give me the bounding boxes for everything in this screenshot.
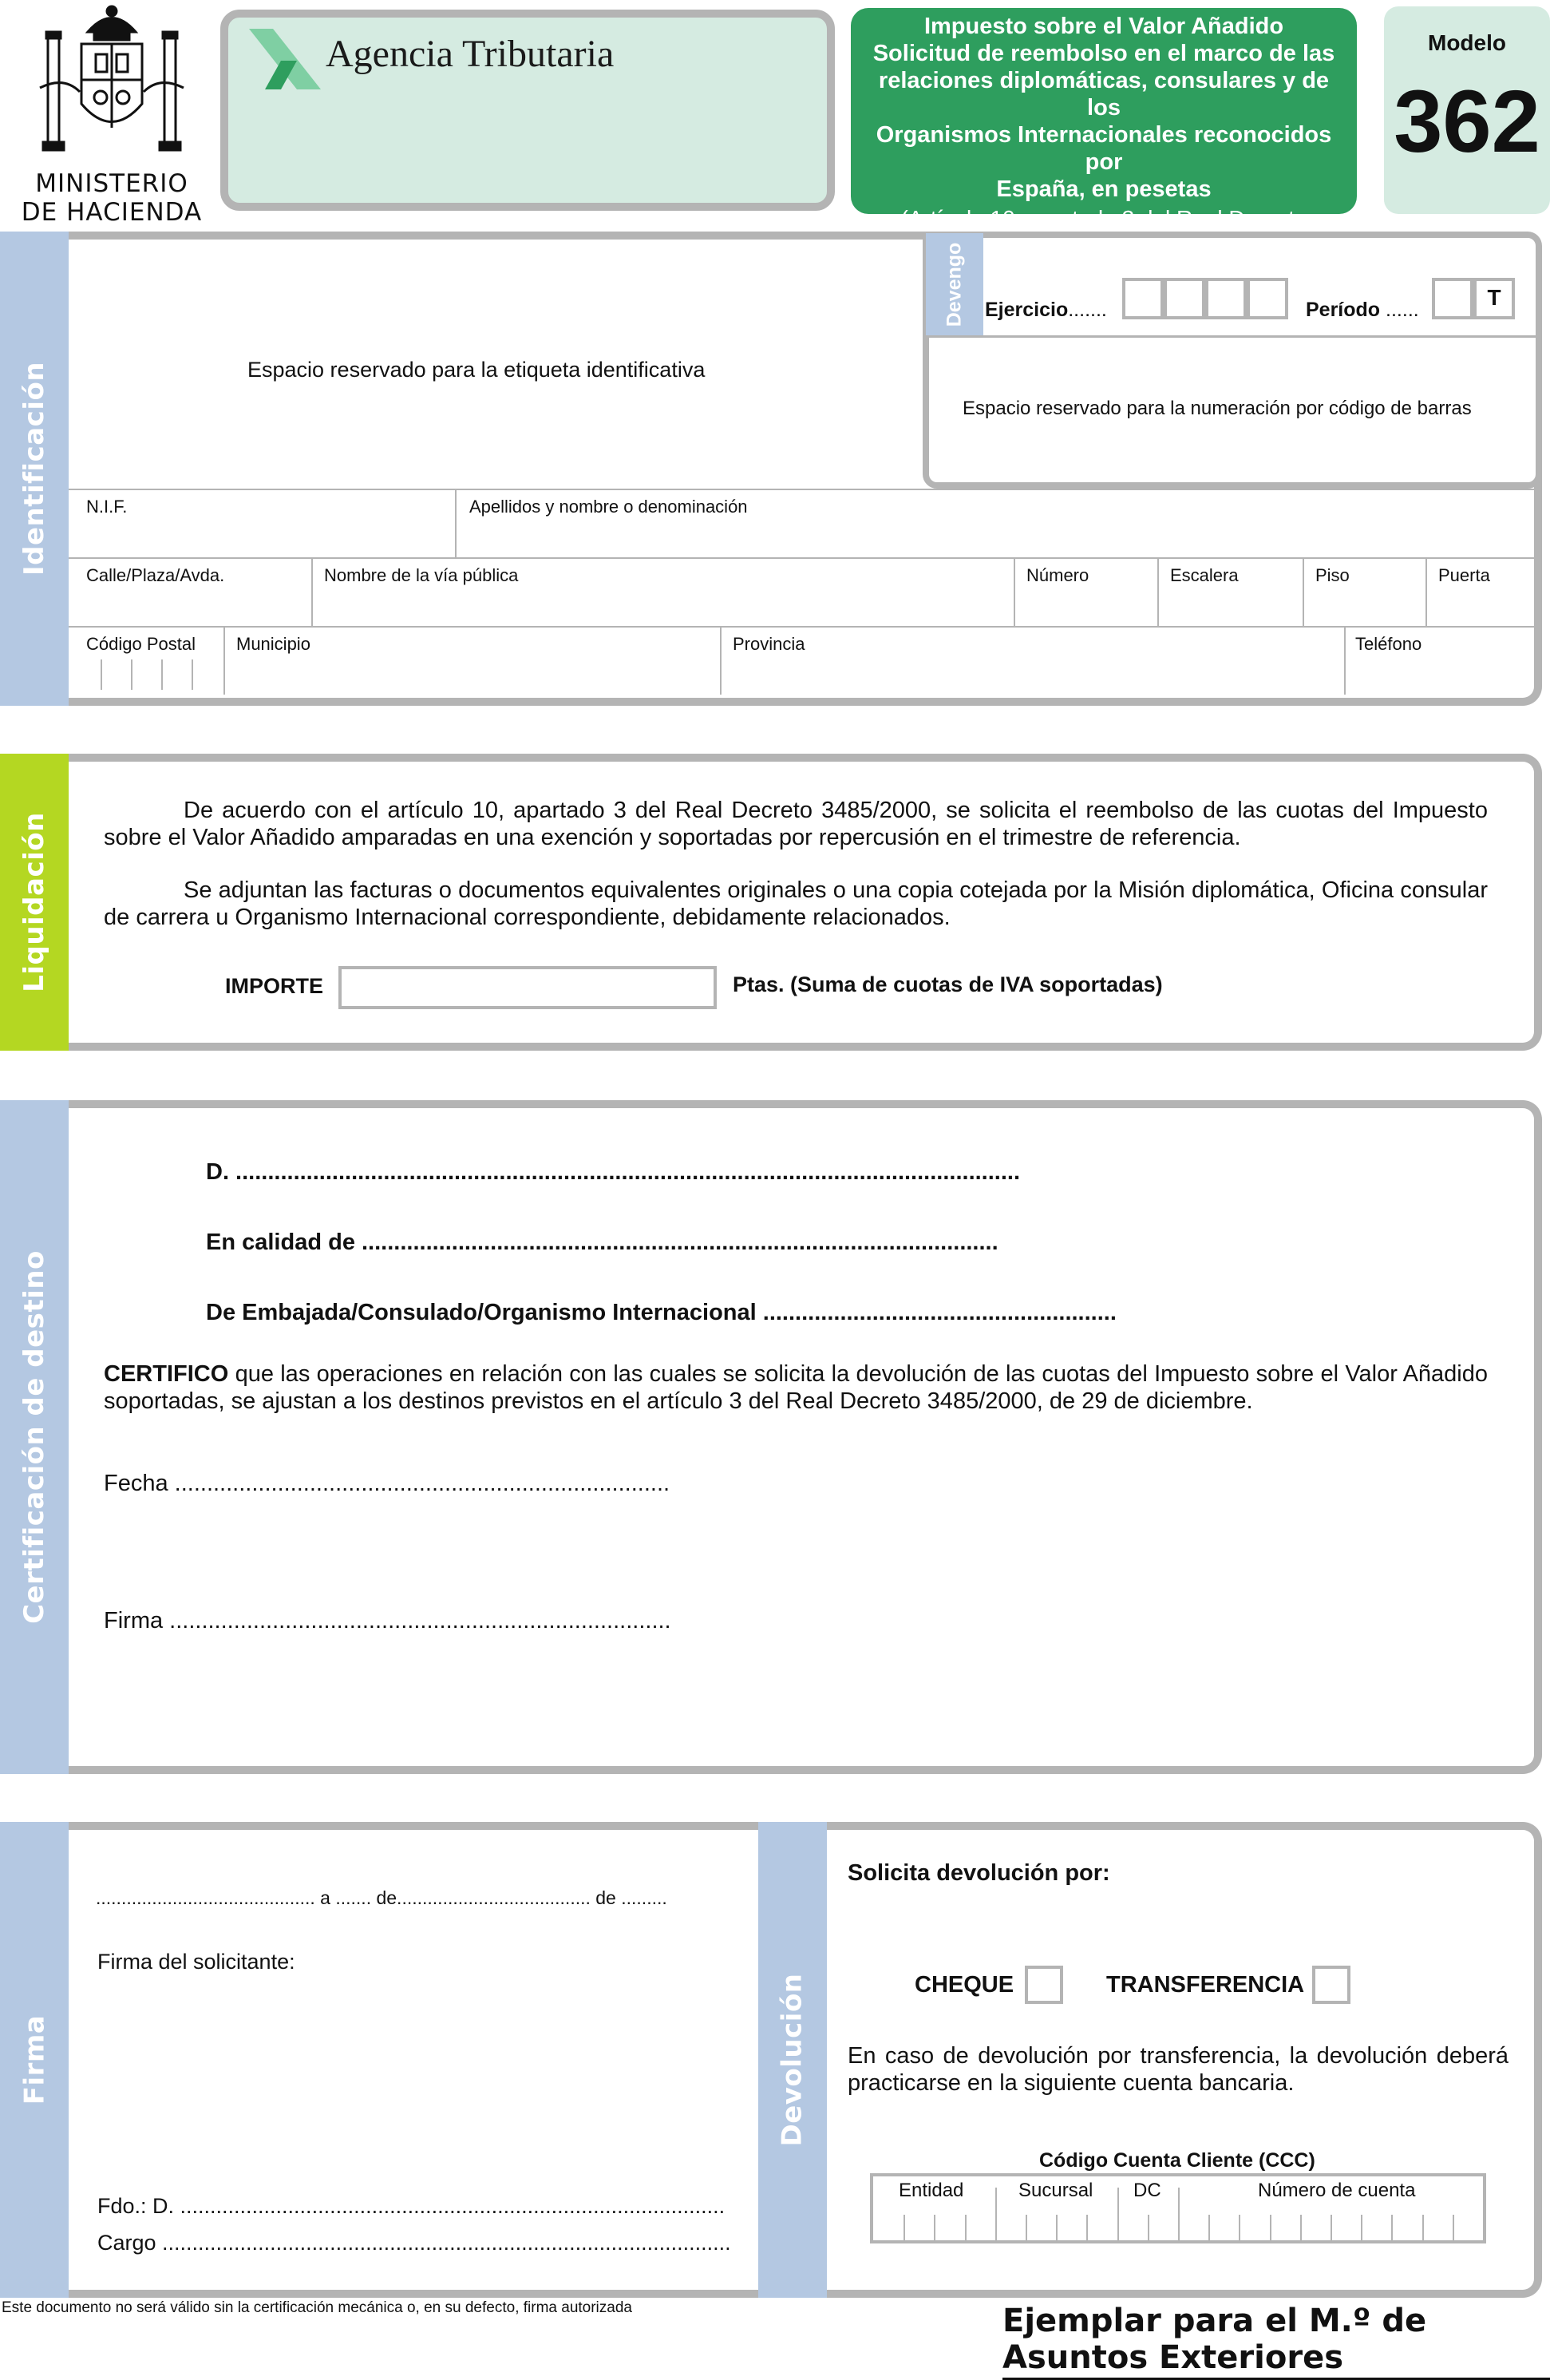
numero-label: Número bbox=[1026, 565, 1089, 585]
identificacion-side-label: Identificación bbox=[18, 361, 51, 576]
cert-embajada-line[interactable]: De Embajada/Consulado/Organismo Internacional ....................................................... bbox=[206, 1300, 1117, 1325]
ccc-tick bbox=[904, 2215, 905, 2243]
transferencia-checkbox[interactable] bbox=[1312, 1966, 1350, 2004]
devolucion-texto: En caso de devolución por transferencia, la devolución deberá practicarse en la siguiente cuenta bancaria. bbox=[848, 2043, 1508, 2096]
locality-field[interactable] bbox=[80, 659, 1532, 691]
lugar-fecha-line[interactable]: ........................................... a ....... de...................................... de ......... bbox=[96, 1887, 667, 1908]
firma-sidebar bbox=[0, 1822, 69, 2298]
certificacion-section bbox=[69, 1100, 1542, 1774]
divider bbox=[69, 557, 1534, 559]
certifico-paragraph bbox=[104, 1360, 1488, 1415]
calle-label: Calle/Plaza/Avda. bbox=[86, 565, 225, 585]
firma-solicitante-area[interactable] bbox=[96, 2012, 734, 2188]
ccc-tick bbox=[1331, 2215, 1332, 2243]
ccc-tick bbox=[934, 2215, 935, 2243]
footer-note: Este documento no será válido sin la certificación mecánica o, en su defecto, firma autorizada bbox=[2, 2299, 632, 2316]
firma-side-label: Firma bbox=[18, 2014, 50, 2105]
liquidacion-side-label: Liquidación bbox=[18, 812, 51, 992]
ccc-tick bbox=[1239, 2215, 1240, 2243]
ccc-tick bbox=[1086, 2215, 1088, 2243]
cp-label: Código Postal bbox=[86, 634, 196, 654]
provincia-label: Provincia bbox=[733, 634, 805, 654]
etiqueta-placeholder: Espacio reservado para la etiqueta identificativa bbox=[247, 358, 706, 382]
sucursal-label: Sucursal bbox=[1018, 2180, 1093, 2201]
certificacion-sidebar bbox=[0, 1100, 69, 1774]
certifico-bold: CERTIFICO bbox=[104, 1361, 229, 1387]
cheque-checkbox[interactable] bbox=[1025, 1966, 1063, 2004]
cert-firma-line[interactable]: Firma .............................................................................. bbox=[104, 1608, 671, 1634]
nombre-via-label: Nombre de la vía pública bbox=[324, 565, 519, 585]
ccc-tick bbox=[1391, 2215, 1393, 2243]
ccc-tick bbox=[1270, 2215, 1271, 2243]
title-line: Organismos Internacionales reconocidos por bbox=[876, 122, 1332, 175]
ejemplar-label: Ejemplar para el M.º de Asuntos Exteriores bbox=[1002, 2303, 1550, 2380]
puerta-label: Puerta bbox=[1438, 565, 1490, 585]
title-line: Solicitud de reembolso en el marco de las bbox=[872, 41, 1335, 66]
agencia-name: Agencia Tributaria bbox=[326, 33, 615, 75]
nif-field[interactable] bbox=[80, 521, 447, 552]
firma-solicitante-label: Firma del solicitante: bbox=[97, 1950, 295, 1974]
ccc-tick bbox=[1056, 2215, 1058, 2243]
devolucion-sidebar bbox=[758, 1822, 827, 2298]
ministerio-logo bbox=[16, 0, 208, 232]
escalera-label: Escalera bbox=[1170, 565, 1239, 585]
periodo-digit-2[interactable]: T bbox=[1473, 278, 1515, 319]
periodo-label bbox=[1306, 299, 1419, 322]
telefono-label: Teléfono bbox=[1355, 634, 1422, 654]
devengo-box bbox=[923, 232, 1542, 489]
ccc-tick bbox=[1026, 2215, 1027, 2243]
liquidacion-paragraph-1: De acuerdo con el artículo 10, apartado 3 del Real Decreto 3485/2000, se solicita el reembolso de las cuotas del Impuesto sobre el Valor Añadido amparadas en una exención y soportadas por repercusión en el trimestre de referencia. bbox=[104, 798, 1488, 850]
certificacion-side-label: Certificación de destino bbox=[18, 1250, 50, 1624]
address-field[interactable] bbox=[80, 589, 1532, 621]
ccc-tick bbox=[1208, 2215, 1210, 2243]
form-title-box bbox=[851, 8, 1357, 231]
entidad-label: Entidad bbox=[899, 2180, 964, 2201]
cert-calidad-line[interactable]: En calidad de ................................................................................................... bbox=[206, 1230, 998, 1255]
subtitle-line: (Artículo 10, apartado 3 del Real Decreto bbox=[900, 206, 1307, 231]
ejercicio-text: Ejercicio bbox=[985, 299, 1069, 321]
fdo-line[interactable]: Fdo.: D. ........................................................................................... bbox=[97, 2194, 726, 2218]
apellidos-field[interactable] bbox=[468, 521, 1521, 552]
agencia-tributaria-box bbox=[220, 10, 835, 211]
title-line: España, en pesetas bbox=[996, 176, 1212, 202]
ministerio-text bbox=[16, 169, 208, 227]
ministerio-line-1: MINISTERIO bbox=[35, 169, 188, 198]
ccc-tick bbox=[1148, 2215, 1149, 2243]
agencia-logo-icon bbox=[249, 29, 321, 89]
modelo-label: Modelo bbox=[1428, 30, 1506, 55]
solicita-devolucion-label: Solicita devolución por: bbox=[848, 1860, 1110, 1886]
certifico-text: que las operaciones en relación con las cuales se solicita la devolución de las cuotas del Impuesto sobre el Valor Añadido soportadas, se ajustan a los destinos previstos en el artículo 3 del Real Decreto 3485/2000, de 29 de diciembre. bbox=[104, 1361, 1488, 1414]
nif-label: N.I.F. bbox=[86, 497, 128, 517]
importe-label: IMPORTE bbox=[225, 974, 324, 998]
ccc-tick bbox=[1300, 2215, 1302, 2243]
divider bbox=[69, 626, 1534, 628]
municipio-label: Municipio bbox=[236, 634, 310, 654]
identificacion-sidebar bbox=[0, 232, 69, 706]
ejercicio-digit-1[interactable] bbox=[1122, 278, 1164, 319]
ccc-tick bbox=[995, 2188, 997, 2243]
ptas-label: Ptas. (Suma de cuotas de IVA soportadas) bbox=[733, 972, 1163, 996]
cargo-line[interactable]: Cargo ............................................................................................... bbox=[97, 2231, 731, 2255]
ccc-tick bbox=[1117, 2188, 1119, 2243]
periodo-dots: ...... bbox=[1386, 299, 1419, 321]
coat-of-arms-icon bbox=[32, 0, 192, 160]
cert-d-line[interactable]: D. .......................................................................................................................... bbox=[206, 1159, 1021, 1185]
dc-label: DC bbox=[1133, 2180, 1161, 2201]
ejercicio-digit-2[interactable] bbox=[1164, 278, 1205, 319]
title-line: relaciones diplomáticas, consulares y de los bbox=[878, 68, 1330, 121]
liquidacion-sidebar bbox=[0, 754, 69, 1051]
form-title bbox=[862, 13, 1346, 203]
ccc-tick bbox=[1178, 2188, 1180, 2243]
periodo-digit-1[interactable] bbox=[1432, 278, 1473, 319]
piso-label: Piso bbox=[1315, 565, 1350, 585]
divider bbox=[927, 335, 1537, 338]
ccc-tick bbox=[965, 2215, 967, 2243]
divider bbox=[455, 490, 457, 557]
divider bbox=[69, 489, 1534, 490]
devengo-label: Devengo bbox=[943, 242, 966, 327]
ministerio-line-2: DE HACIENDA bbox=[21, 198, 203, 227]
apellidos-label: Apellidos y nombre o denominación bbox=[469, 497, 748, 517]
title-line: Impuesto sobre el Valor Añadido bbox=[923, 14, 1284, 39]
cheque-label: CHEQUE bbox=[915, 1972, 1014, 1998]
transferencia-label: TRANSFERENCIA bbox=[1106, 1972, 1305, 1998]
ejercicio-label bbox=[985, 299, 1107, 322]
importe-input[interactable] bbox=[338, 966, 717, 1009]
cert-fecha-line[interactable]: Fecha ............................................................................. bbox=[104, 1471, 670, 1496]
ejercicio-digit-3[interactable] bbox=[1205, 278, 1247, 319]
ccc-title: Código Cuenta Cliente (CCC) bbox=[1030, 2149, 1325, 2172]
periodo-text: Período bbox=[1306, 299, 1381, 321]
ccc-tick bbox=[1422, 2215, 1424, 2243]
liquidacion-paragraph-2: Se adjuntan las facturas o documentos equivalentes originales o una copia cotejada por la Misión diplomática, Oficina consular de carrera u Organismo Internacional correspondiente, debidamente relacionados. bbox=[104, 877, 1488, 930]
ccc-tick bbox=[1361, 2215, 1362, 2243]
ccc-tick bbox=[1453, 2215, 1454, 2243]
ejercicio-dots: ....... bbox=[1068, 299, 1107, 321]
ejercicio-digit-4[interactable] bbox=[1247, 278, 1288, 319]
devengo-tab bbox=[926, 233, 983, 335]
modelo-number: 362 bbox=[1394, 73, 1540, 171]
barcode-placeholder: Espacio reservado para la numeración por código de barras bbox=[963, 398, 1472, 419]
numero-cuenta-label: Número de cuenta bbox=[1258, 2180, 1416, 2201]
modelo-box bbox=[1384, 6, 1550, 214]
devolucion-side-label: Devolución bbox=[777, 1973, 809, 2147]
